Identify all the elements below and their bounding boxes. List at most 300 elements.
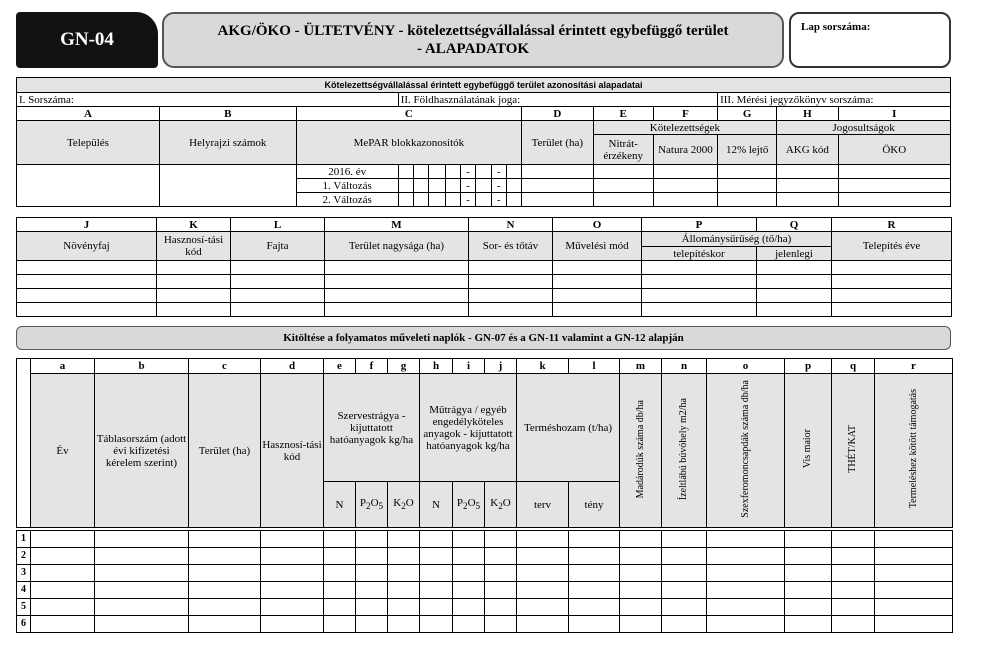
table-row <box>17 531 953 548</box>
col-letter-f: f <box>356 359 388 374</box>
data-cell[interactable] <box>388 616 420 633</box>
col-letter-n: n <box>662 359 707 374</box>
col-letter-a: a <box>31 359 95 374</box>
sub-terv: terv <box>517 482 569 528</box>
mepar-dash: - <box>460 193 475 207</box>
row-III-num: III. <box>720 93 734 106</box>
mepar-cell[interactable] <box>476 179 491 193</box>
row-number: 2 <box>17 548 31 565</box>
table-row <box>17 599 953 616</box>
sub-mutragya-P2O5 <box>453 482 485 528</box>
title-line-1: AKG/ÖKO - ÜLTETVÉNY - kötelezettségvállalással érintett egybefüggő terület <box>217 23 729 39</box>
data-cell[interactable] <box>662 565 707 582</box>
row-I-label: Sorszáma: <box>28 93 74 106</box>
cell-lejto[interactable] <box>718 165 777 179</box>
data-cell[interactable] <box>553 275 642 289</box>
table-row <box>17 548 953 565</box>
data-cell[interactable] <box>95 582 189 599</box>
data-cell[interactable] <box>324 548 356 565</box>
data-cell[interactable] <box>517 599 569 616</box>
data-cell[interactable] <box>785 599 832 616</box>
mepar-dash: - <box>460 165 475 179</box>
data-cell[interactable] <box>707 565 785 582</box>
p-letter: P <box>456 496 463 509</box>
p-letter: P <box>359 496 366 509</box>
data-cell[interactable] <box>157 261 231 275</box>
p-sub2: 5 <box>378 501 384 512</box>
data-cell[interactable] <box>325 275 469 289</box>
data-cell[interactable] <box>875 565 953 582</box>
data-cell[interactable] <box>325 303 469 317</box>
mepar-cell[interactable] <box>445 193 460 207</box>
data-cell[interactable] <box>620 565 662 582</box>
data-cell[interactable] <box>832 616 875 633</box>
data-cell[interactable] <box>324 599 356 616</box>
k-letter: K <box>393 496 402 509</box>
data-cell[interactable] <box>620 616 662 633</box>
mepar-row-label: 2. Változás <box>296 193 398 207</box>
data-cell[interactable] <box>31 548 95 565</box>
col-madarodu-label: Madárodúk száma db/ha <box>634 399 646 499</box>
cell-natura[interactable] <box>653 193 717 207</box>
col-letter-D: D <box>522 107 593 121</box>
row-number: 1 <box>17 531 31 548</box>
col-letter-b: b <box>95 359 189 374</box>
data-cell[interactable] <box>356 599 388 616</box>
data-cell[interactable] <box>785 531 832 548</box>
data-cell[interactable] <box>832 582 875 599</box>
row-number-header <box>17 359 31 528</box>
title-line-2: - ALAPADATOK <box>416 41 530 57</box>
data-cell[interactable] <box>832 261 952 275</box>
col-letter-P: P <box>642 218 757 232</box>
col-letter-c: c <box>189 359 261 374</box>
data-cell[interactable] <box>620 548 662 565</box>
data-cell[interactable] <box>569 548 620 565</box>
mepar-cell[interactable] <box>476 193 491 207</box>
data-cell[interactable] <box>324 531 356 548</box>
cell-nitrat[interactable] <box>593 165 653 179</box>
col-lejto: 12% lejtő <box>718 135 777 165</box>
data-cell[interactable] <box>707 531 785 548</box>
col-vis-maior-label: Vis maior <box>802 429 813 469</box>
data-cell[interactable] <box>95 531 189 548</box>
data-cell[interactable] <box>485 531 517 548</box>
data-cell[interactable] <box>453 599 485 616</box>
col-thet-kat-label: THÉT/KAT <box>847 425 858 473</box>
col-letter-k: k <box>517 359 569 374</box>
data-cell[interactable] <box>469 303 553 317</box>
data-cell[interactable] <box>553 289 642 303</box>
cell-oko[interactable] <box>838 165 951 179</box>
col-letter-l: l <box>569 359 620 374</box>
mepar-dash: - <box>460 179 475 193</box>
group-kotelezettsegek: Kötelezettségek <box>593 121 777 135</box>
data-cell[interactable] <box>707 616 785 633</box>
cell-terulet[interactable] <box>522 165 593 179</box>
data-cell[interactable] <box>485 599 517 616</box>
cell-nitrat[interactable] <box>593 193 653 207</box>
data-cell[interactable] <box>757 289 832 303</box>
data-cell[interactable] <box>875 616 953 633</box>
data-cell[interactable] <box>785 548 832 565</box>
data-cell[interactable] <box>569 582 620 599</box>
data-cell[interactable] <box>453 616 485 633</box>
data-cell[interactable] <box>453 565 485 582</box>
cell-natura[interactable] <box>653 165 717 179</box>
mepar-cell[interactable] <box>429 193 445 207</box>
data-cell[interactable] <box>642 303 757 317</box>
data-cell[interactable] <box>31 582 95 599</box>
data-cell[interactable] <box>157 303 231 317</box>
mepar-cell[interactable] <box>445 179 460 193</box>
mepar-cell[interactable] <box>398 179 413 193</box>
col-izelabu <box>662 374 707 528</box>
data-cell[interactable] <box>31 599 95 616</box>
data-cell[interactable] <box>388 599 420 616</box>
banner-text: Kitöltése a folyamatos műveleti naplók - GN-07 és a GN-11 valamint a GN-12 alapján <box>283 332 684 344</box>
mepar-cell[interactable] <box>429 179 445 193</box>
data-cell[interactable] <box>231 261 325 275</box>
data-cell[interactable] <box>231 303 325 317</box>
data-cell[interactable] <box>569 565 620 582</box>
cell-terulet[interactable] <box>522 193 593 207</box>
data-cell[interactable] <box>95 599 189 616</box>
col-allomanysuruseg: Állománysűrűség (tő/ha) <box>642 232 832 247</box>
data-cell[interactable] <box>453 531 485 548</box>
data-cell[interactable] <box>95 616 189 633</box>
col-madarodu <box>620 374 662 528</box>
data-cell[interactable] <box>832 289 952 303</box>
data-cell[interactable] <box>356 531 388 548</box>
col-szervestragya: Szervestrágya - kijuttatott hatóanyagok kg/ha <box>324 374 420 482</box>
data-cell[interactable] <box>569 616 620 633</box>
col-letter-j: j <box>485 359 517 374</box>
col-letter-i: i <box>453 359 485 374</box>
data-cell[interactable] <box>785 582 832 599</box>
data-cell[interactable] <box>620 582 662 599</box>
cell-nitrat[interactable] <box>593 179 653 193</box>
data-cell[interactable] <box>388 548 420 565</box>
data-cell[interactable] <box>356 565 388 582</box>
k-o: O <box>502 496 511 509</box>
section2-table <box>16 217 952 317</box>
col-hasznositasi-kod: Hasznosí-tási kód <box>261 374 324 528</box>
data-cell[interactable] <box>517 548 569 565</box>
mepar-cell[interactable] <box>506 193 521 207</box>
row-number: 5 <box>17 599 31 616</box>
col-terulet: Terület (ha) <box>189 374 261 528</box>
data-cell[interactable] <box>832 531 875 548</box>
col-letter-Q: Q <box>757 218 832 232</box>
data-cell[interactable] <box>620 599 662 616</box>
data-cell[interactable] <box>662 548 707 565</box>
data-cell[interactable] <box>757 261 832 275</box>
data-cell[interactable] <box>261 582 324 599</box>
mepar-cell[interactable] <box>414 165 429 179</box>
sub-mutragya-K2O <box>485 482 517 528</box>
data-cell[interactable] <box>453 548 485 565</box>
data-cell[interactable] <box>189 582 261 599</box>
data-cell[interactable] <box>875 531 953 548</box>
col-nitrat: Nitrát-érzékeny <box>593 135 653 165</box>
data-cell[interactable] <box>356 582 388 599</box>
mepar-cell[interactable] <box>445 165 460 179</box>
p-sub2: 5 <box>475 501 481 512</box>
col-mepar: MePAR blokkazonosítók <box>296 121 521 165</box>
data-cell[interactable] <box>485 582 517 599</box>
mepar-cell[interactable] <box>414 193 429 207</box>
mepar-dash: - <box>491 179 506 193</box>
col-termeshozam: Terméshozam (t/ha) <box>517 374 620 482</box>
row-II-num: II. <box>400 93 411 106</box>
data-cell[interactable] <box>832 303 952 317</box>
row-III[interactable] <box>718 93 951 107</box>
row-II[interactable] <box>398 93 717 107</box>
col-fajta: Fajta <box>231 232 325 261</box>
col-letter-g: g <box>388 359 420 374</box>
data-cell[interactable] <box>388 582 420 599</box>
data-cell[interactable] <box>189 548 261 565</box>
p-sub: 2 <box>463 501 468 512</box>
cell-terulet[interactable] <box>522 179 593 193</box>
data-cell[interactable] <box>420 565 453 582</box>
cell-lejto[interactable] <box>718 179 777 193</box>
col-letter-F: F <box>653 107 717 121</box>
col-letter-m: m <box>620 359 662 374</box>
mepar-cell[interactable] <box>476 165 491 179</box>
cell-akg[interactable] <box>777 193 838 207</box>
col-letter-O: O <box>553 218 642 232</box>
k-sub: 2 <box>401 501 406 512</box>
data-cell[interactable] <box>420 616 453 633</box>
p-sub: 2 <box>366 501 371 512</box>
col-mutragya: Műtrágya / egyéb engedélyköteles anyagok - kijuttatott hatóanyagok kg/ha <box>420 374 517 482</box>
data-cell[interactable] <box>157 275 231 289</box>
data-cell[interactable] <box>707 599 785 616</box>
cell-oko[interactable] <box>838 179 951 193</box>
data-cell[interactable] <box>95 565 189 582</box>
data-cell[interactable] <box>662 531 707 548</box>
section3-table <box>16 358 953 528</box>
col-thet-kat <box>832 374 875 528</box>
data-cell[interactable] <box>189 565 261 582</box>
col-natura: Natura 2000 <box>653 135 717 165</box>
mepar-row-label: 1. Változás <box>296 179 398 193</box>
data-cell[interactable] <box>517 531 569 548</box>
p-o: O <box>467 496 476 509</box>
col-letter-e: e <box>324 359 356 374</box>
sub-mutragya-N: N <box>420 482 453 528</box>
p-o: O <box>370 496 379 509</box>
data-cell[interactable] <box>261 565 324 582</box>
mepar-cell[interactable] <box>398 165 413 179</box>
data-cell[interactable] <box>620 531 662 548</box>
lap-sorszama-box[interactable] <box>789 12 951 68</box>
table-row <box>17 582 953 599</box>
data-cell[interactable] <box>95 548 189 565</box>
data-cell[interactable] <box>569 599 620 616</box>
col-letter-G: G <box>718 107 777 121</box>
col-letter-E: E <box>593 107 653 121</box>
col-letter-o: o <box>707 359 785 374</box>
data-cell[interactable] <box>642 261 757 275</box>
data-cell[interactable] <box>757 275 832 289</box>
data-cell[interactable] <box>569 531 620 548</box>
data-cell[interactable] <box>388 565 420 582</box>
data-cell[interactable] <box>388 531 420 548</box>
table-row <box>17 565 953 582</box>
mepar-cell[interactable] <box>414 179 429 193</box>
data-cell[interactable] <box>420 582 453 599</box>
data-cell[interactable] <box>420 548 453 565</box>
cell-hrsz[interactable] <box>159 165 296 207</box>
data-cell[interactable] <box>231 289 325 303</box>
data-cell[interactable] <box>31 616 95 633</box>
data-cell[interactable] <box>469 289 553 303</box>
col-letter-H: H <box>777 107 838 121</box>
sub-szerves-P2O5 <box>356 482 388 528</box>
k-o: O <box>405 496 414 509</box>
cell-akg[interactable] <box>777 165 838 179</box>
mepar-dash: - <box>491 193 506 207</box>
data-cell[interactable] <box>189 531 261 548</box>
data-cell[interactable] <box>662 616 707 633</box>
col-telepules: Település <box>17 121 160 165</box>
data-cell[interactable] <box>324 565 356 582</box>
col-letter-J: J <box>17 218 157 232</box>
data-cell[interactable] <box>485 616 517 633</box>
data-cell[interactable] <box>17 261 157 275</box>
data-cell[interactable] <box>832 275 952 289</box>
mepar-cell[interactable] <box>506 165 521 179</box>
row-III-label: Mérési jegyzőkönyv sorszáma: <box>736 93 874 106</box>
data-cell[interactable] <box>231 275 325 289</box>
data-cell[interactable] <box>875 548 953 565</box>
data-cell[interactable] <box>324 616 356 633</box>
col-letter-R: R <box>832 218 952 232</box>
data-cell[interactable] <box>517 582 569 599</box>
data-cell[interactable] <box>469 261 553 275</box>
data-cell[interactable] <box>17 289 157 303</box>
data-cell[interactable] <box>261 548 324 565</box>
mepar-cell[interactable] <box>398 193 413 207</box>
data-cell[interactable] <box>31 531 95 548</box>
data-cell[interactable] <box>707 548 785 565</box>
data-cell[interactable] <box>785 616 832 633</box>
cell-akg[interactable] <box>777 179 838 193</box>
cell-telepules[interactable] <box>17 165 160 207</box>
cell-natura[interactable] <box>653 179 717 193</box>
data-cell[interactable] <box>261 531 324 548</box>
data-cell[interactable] <box>832 548 875 565</box>
col-letter-C: C <box>296 107 521 121</box>
data-cell[interactable] <box>17 303 157 317</box>
data-cell[interactable] <box>420 599 453 616</box>
data-cell[interactable] <box>785 565 832 582</box>
sub-szerves-N: N <box>324 482 356 528</box>
data-cell[interactable] <box>485 565 517 582</box>
data-cell[interactable] <box>261 616 324 633</box>
data-cell[interactable] <box>485 548 517 565</box>
col-letter-I: I <box>838 107 951 121</box>
data-cell[interactable] <box>356 616 388 633</box>
data-cell[interactable] <box>875 582 953 599</box>
section1-table <box>16 77 951 207</box>
data-cell[interactable] <box>832 565 875 582</box>
k-letter: K <box>490 496 499 509</box>
form-code: GN-04 <box>60 29 114 50</box>
col-hasznositasi-kod: Hasznosí-tási kód <box>157 232 231 261</box>
cell-oko[interactable] <box>838 193 951 207</box>
data-cell[interactable] <box>189 616 261 633</box>
cell-lejto[interactable] <box>718 193 777 207</box>
data-cell[interactable] <box>553 261 642 275</box>
data-cell[interactable] <box>642 275 757 289</box>
data-cell[interactable] <box>453 582 485 599</box>
data-cell[interactable] <box>707 582 785 599</box>
mepar-cell[interactable] <box>429 165 445 179</box>
data-cell[interactable] <box>662 582 707 599</box>
data-cell[interactable] <box>642 289 757 303</box>
data-cell[interactable] <box>875 599 953 616</box>
data-cell[interactable] <box>261 599 324 616</box>
col-letter-p: p <box>785 359 832 374</box>
mepar-dash: - <box>491 165 506 179</box>
col-telepites-eve: Telepítés éve <box>832 232 952 261</box>
data-cell[interactable] <box>553 303 642 317</box>
group-jogosultsagok: Jogosultságok <box>777 121 951 135</box>
data-cell[interactable] <box>325 289 469 303</box>
data-cell[interactable] <box>757 303 832 317</box>
col-vis-maior <box>785 374 832 528</box>
col-akg-kod: AKG kód <box>777 135 838 165</box>
col-izelabu-label: Ízeltlábú búvóhely m2/ha <box>678 397 689 501</box>
data-cell[interactable] <box>517 565 569 582</box>
col-letter-K: K <box>157 218 231 232</box>
col-letter-B: B <box>159 107 296 121</box>
table-row <box>17 616 953 633</box>
data-cell[interactable] <box>517 616 569 633</box>
row-number: 3 <box>17 565 31 582</box>
col-oko: ÖKO <box>838 135 951 165</box>
data-cell[interactable] <box>832 599 875 616</box>
col-novenyfaj: Növényfaj <box>17 232 157 261</box>
row-number: 4 <box>17 582 31 599</box>
col-termeleshez <box>875 374 953 528</box>
col-letter-L: L <box>231 218 325 232</box>
data-cell[interactable] <box>157 289 231 303</box>
col-terulet-ha: Terület (ha) <box>522 121 593 165</box>
col-tablasorszam: Táblasorszám (adott évi kifizetési kérelem szerint) <box>95 374 189 528</box>
data-cell[interactable] <box>469 275 553 289</box>
col-muvelesi-mod: Művelési mód <box>553 232 642 261</box>
data-cell[interactable] <box>189 599 261 616</box>
data-cell[interactable] <box>420 531 453 548</box>
col-telepiteskor: telepítéskor <box>642 247 757 261</box>
k-sub: 2 <box>498 501 503 512</box>
data-cell[interactable] <box>356 548 388 565</box>
data-cell[interactable] <box>324 582 356 599</box>
row-I[interactable] <box>17 93 399 107</box>
col-szexferomon-label: Szexferomoncsapdák száma db/ha <box>739 380 751 518</box>
data-cell[interactable] <box>17 275 157 289</box>
data-cell[interactable] <box>31 565 95 582</box>
data-cell[interactable] <box>325 261 469 275</box>
col-letter-h: h <box>420 359 453 374</box>
mepar-cell[interactable] <box>506 179 521 193</box>
data-cell[interactable] <box>662 599 707 616</box>
